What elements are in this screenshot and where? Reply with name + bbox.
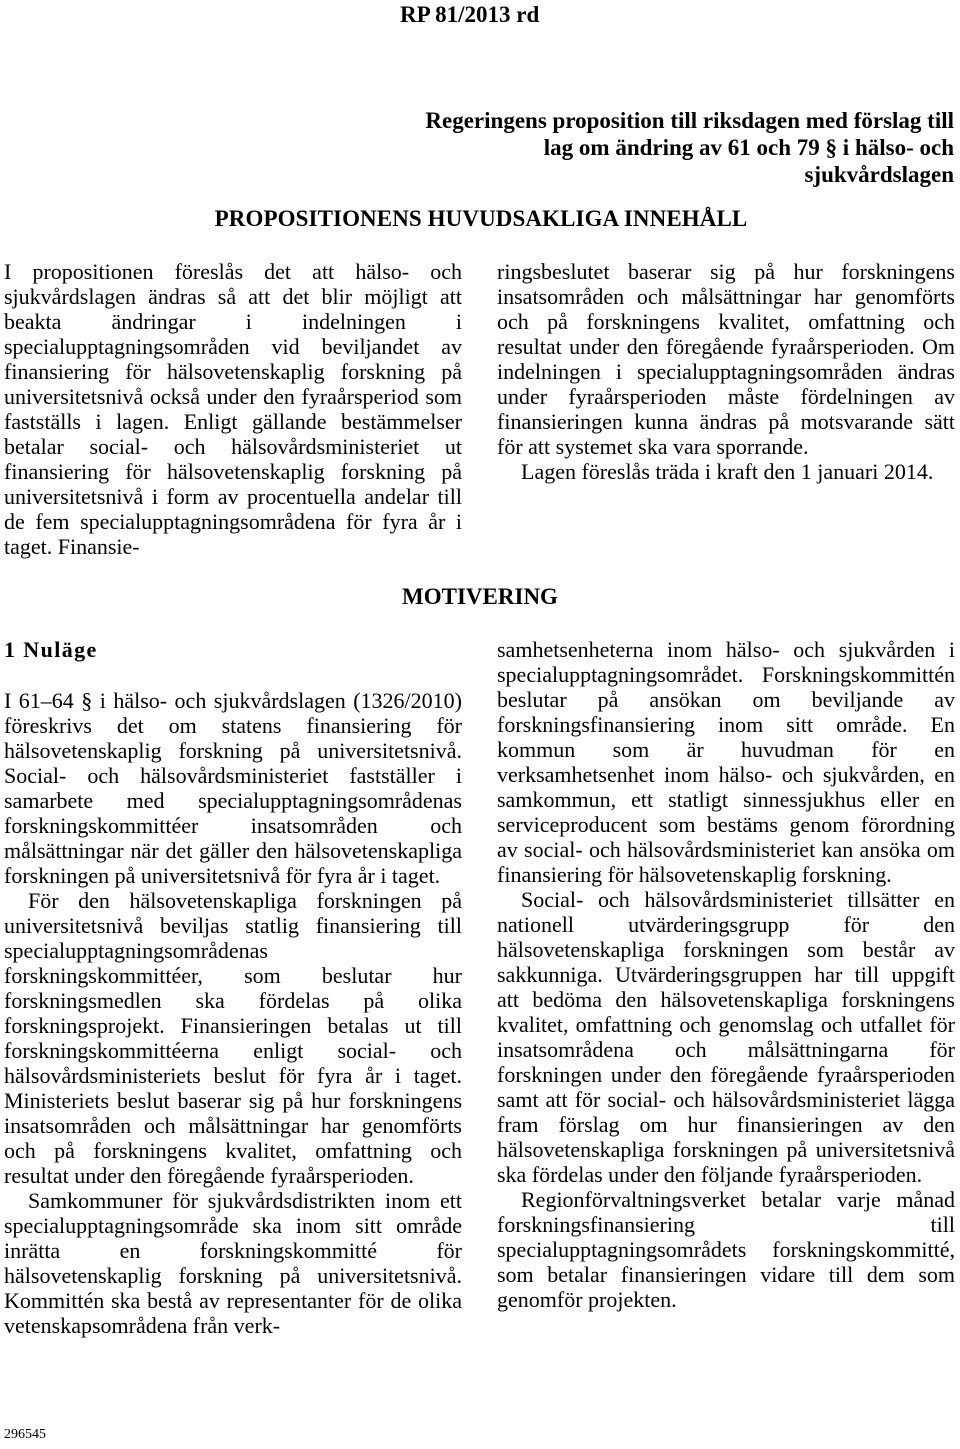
summary-column-left xyxy=(4,259,462,559)
page-code: 296545 xyxy=(4,1427,46,1442)
body-paragraph: Regionförvaltningsverket betalar varje månad forskningsfinansiering till specialupptagningsområdets forskningskommitté, som betalar finansieringen vidare till dem som genomför projekten. xyxy=(497,1187,955,1312)
motivering-heading: MOTIVERING xyxy=(402,584,558,609)
body-paragraph: Samkommuner för sjukvårdsdistrikten inom ett specialupptagningsområde ska inom sitt område inrätta en forskningskommitté för hälsovetenskaplig forskning på universitetsnivå. Kommittén ska bestå av representanter för de olika vetenskapsområdena från verk- xyxy=(4,1188,462,1338)
summary-heading: PROPOSITIONENS HUVUDSAKLIGA INNEHÅLL xyxy=(214,206,748,231)
summary-column-right xyxy=(497,259,955,484)
motivering-column-left xyxy=(4,688,462,1338)
summary-paragraph-effective-date: Lagen föreslås träda i kraft den 1 januari 2014. xyxy=(521,459,934,484)
body-paragraph: För den hälsovetenskapliga forskningen på universitetsnivå beviljas statlig finansiering till specialupptagningsområdenas forskningskommittéer, som beslutar hur forskningsmedlen ska fördelas på olika forskningsprojekt. Finansieringen betalas ut till forskningskommittéerna enligt social- och hälsovårdsministeriets beslut för fyra år i taget. Ministeriets beslut baserar sig på hur forskningens insatsområden och målsättningar har genomförts och på forskningens kvalitet, omfattning och resultat under den föregående fyraårsperioden. xyxy=(4,888,462,1188)
body-paragraph: Social- och hälsovårdsministeriet tillsätter en nationell utvärderingsgrupp för den hälsovetenskapliga forskningen som består av sakkunniga. Utvärderingsgruppen har till uppgift att bedöma den hälsovetenskapliga forskningens kvalitet, omfattning och genomslag och utfallet för insatsområdena och målsättningarna för forskningen under den föregående fyraårsperioden samt att för social- och hälsovårdsministeriet lägga fram förslag om hur finansieringen av den hälsovetenskapliga forskningen på universitetsnivå ska fördelas under den följande fyraårsperioden. xyxy=(497,887,955,1187)
body-paragraph: I 61–64 § i hälso- och sjukvårdslagen (1326/2010) föreskrivs det om statens finansiering för hälsovetenskaplig forskning på universitetsnivå. Social- och hälsovårdsministeriet fastställer i samarbete med specialupptagningsområdenas forskningskommittéer insatsområden och målsättningar när det gäller den hälsovetenskapliga forskningen på universitetsnivå för fyra år i taget. xyxy=(4,688,462,888)
motivering-column-right xyxy=(497,637,955,1312)
proposition-title: Regeringens proposition till riksdagen med förslag till lag om ändring av 61 och 79 § i hälso- och sjukvårdslagen xyxy=(425,108,954,187)
section-heading-nulage: 1 Nuläge xyxy=(4,637,98,662)
document-id: RP 81/2013 rd xyxy=(400,2,540,27)
summary-paragraph: I propositionen föreslås det att hälso- och sjukvårdslagen ändras så att det blir möjligt att beakta ändringar i indelningen i specialupptagningsområden vid beviljandet av finansiering för hälsovetenskaplig forskning på universitetsnivå också under den fyraårsperiod som fastställs i lagen. Enligt gällande bestämmelser betalar social- och hälsovårdsministeriet ut finansiering för hälsovetenskaplig forskning på universitetsnivå i form av procentuella andelar till de fem specialupptagningsområdena för fyra år i taget. Finansie- xyxy=(4,259,462,559)
body-paragraph-continued: samhetsenheterna inom hälso- och sjukvården i specialupptagningsområdet. Forskningskommittén beslutar på ansökan om beviljande av forskningsfinansiering inom sitt område. En kommun som är huvudman för en verksamhetsenhet inom hälso- och sjukvården, en samkommun, ett statligt sinnessjukhus eller en serviceproducent som bestäms genom förordning av social- och hälsovårdsministeriet kan ansöka om finansiering för hälsovetenskaplig forskning. xyxy=(497,637,955,887)
summary-paragraph-continued: ringsbeslutet baserar sig på hur forskningens insatsområden och målsättningar har genomförts och på forskningens kvalitet, omfattning och resultat under den föregående fyraårsperioden. Om indelningen i specialupptagningsområden ändras under fyraårsperioden måste fördelningen av finansieringen kunna ändras på motsvarande sätt för att systemet ska vara sporrande. xyxy=(497,259,955,459)
